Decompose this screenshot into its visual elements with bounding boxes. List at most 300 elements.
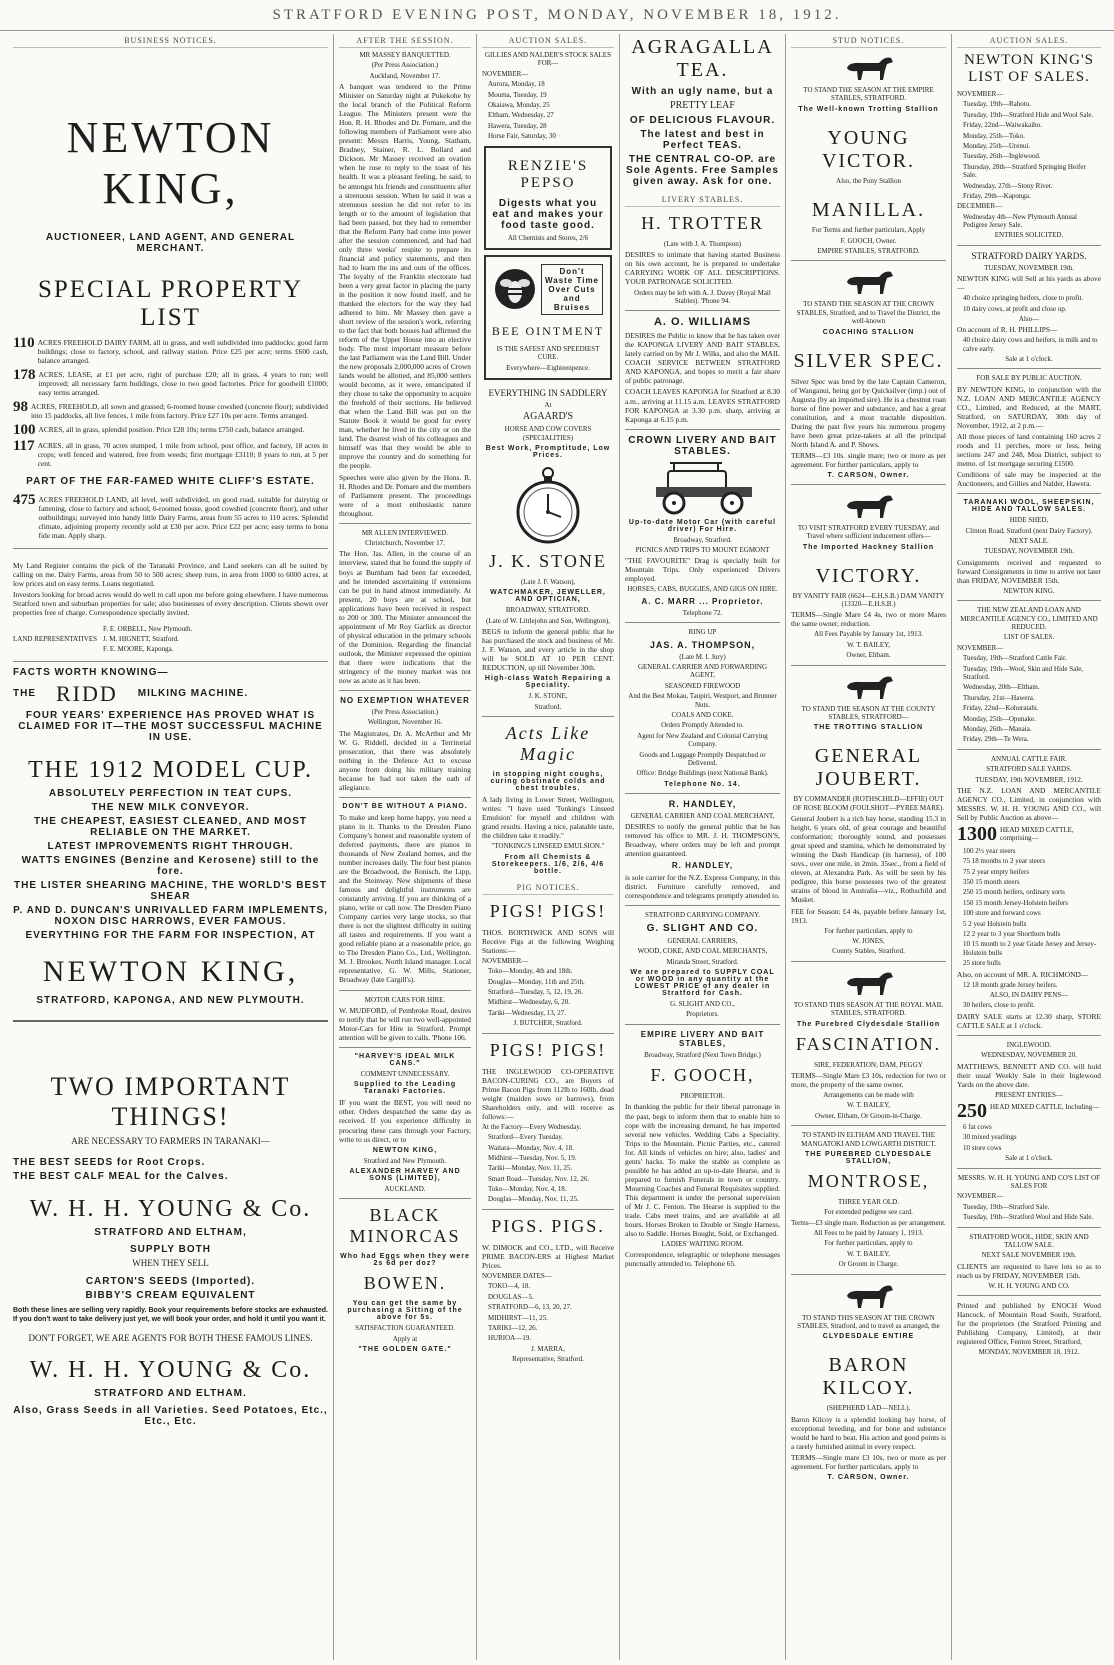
county: County Stables, Stratford.: [832, 947, 905, 956]
young2-loc: STRATFORD AND ELTHAM.: [94, 1388, 247, 1400]
fasc-terms: TERMS—Single Mare £3 10s, reduction for two or more, the property of the same owner.: [791, 1070, 946, 1089]
article-body: The Magistrates, Dr. A. McArthur and Mr W. G. Riddell, decided in a Territorial prosecution, that there was absolutely nothing in the Defence Act to excuse anyone from doing his military training because he had not taken the oath of allegiance.: [339, 728, 471, 792]
list-item: Okaiawa, Monday, 25: [488, 100, 550, 109]
motor-car: Up-to-date Motor Car (with careful driver) For Hire.: [628, 518, 777, 533]
list-item: Friday, 22nd—Waiwakaiho.: [963, 121, 1042, 130]
terms: For Terms and further particulars, Apply: [811, 226, 926, 235]
imprint-date: MONDAY, NOVEMBER 18, 1912.: [978, 1348, 1080, 1357]
list-item: Tuesday, 19th—Stratford Hide and Wool Sale.: [963, 110, 1094, 119]
list-item: Hawera, Tuesday, 28: [488, 121, 547, 130]
list-item: 150 15 month Jersey-Holstein heifers: [963, 898, 1068, 907]
butcher: J. BUTCHER, Stratford.: [513, 1019, 583, 1028]
pens: ALSO, IN DAIRY PENS—: [989, 990, 1069, 999]
gillies: GILLIES AND NALDER'S STOCK SALES FOR—: [485, 51, 611, 68]
trotter-sub: (Late with J. A. Thompson): [663, 240, 742, 248]
stand-notice: TO STAND THIS SEASON AT THE CROWN STABLES, Stratford, and to travel as arranged, the: [797, 1313, 940, 1331]
young-list-title: MESSRS. W. H. H. YOUNG AND CO'S LIST OF SALES FOR: [957, 1173, 1101, 1190]
sale-list: [482, 80, 614, 140]
black-minorcas: BLACK MINORCAS: [349, 1205, 461, 1247]
property-acres: 100: [13, 422, 36, 439]
groom: Owner, Eltham, Or Groom-in-Charge.: [815, 1111, 922, 1120]
list-item: 5 2 year Holstein bulls: [963, 919, 1027, 928]
calf: THE BEST CALF MEAL for the Calves.: [13, 1170, 229, 1182]
clydesdale: The Purebred Clydesdale Stallion: [796, 1020, 941, 1028]
sale-list: [957, 654, 1101, 744]
mont-terms: Terms—£3 single mare. Reduction as per arrangement.: [791, 1218, 946, 1227]
trotting: THE TROTTING STALLION: [813, 724, 924, 732]
machine-line: WATTS ENGINES (Benzine and Kerosene) still to the fore.: [21, 854, 320, 877]
office: Office: Bridge Buildings (next National Bank).: [636, 769, 769, 778]
supplied: Supplied to the Leading Taranaki Factories.: [353, 1081, 457, 1096]
handley: R. HANDLEY,: [668, 798, 737, 809]
list-item: Wednesday, 27th—Stony River.: [963, 181, 1053, 190]
list-item: 10 15 month to 2 year Grade Jersey and Jersey-Holstein bulls: [963, 940, 1097, 957]
next: NEXT SALE.: [1009, 537, 1049, 545]
owner: W. T. BAILEY,: [846, 1101, 891, 1110]
list-item: 25 store bulls: [963, 959, 1001, 968]
necessary: ARE NECESSARY TO FARMERS IN TARANAKI—: [71, 1135, 270, 1146]
list-item: 30 mixed yearlings: [963, 1133, 1017, 1142]
agent: F. E. ORBELL, New Plymouth.: [103, 624, 193, 633]
arrangements: Arrangements can be made with: [823, 1090, 914, 1099]
sale-time: Sale at 1 o'clock.: [1005, 355, 1053, 364]
forward: Consignments received and requested to forward Consignments in time to arrive not later than FRIDAY, NOVEMBER 15th.: [957, 557, 1101, 585]
pigs-heading: PIGS. PIGS.: [491, 1215, 605, 1236]
dateline: Wellington, November 16.: [367, 718, 443, 727]
model-cup: THE 1912 MODEL CUP.: [27, 756, 314, 783]
list-item: Tariki—Monday, Nov. 11, 25.: [488, 1164, 573, 1173]
goods: Goods and Luggage Promptly Despatched or Delivered.: [639, 750, 766, 767]
head-text: HEAD MIXED CATTLE, comprising—: [1000, 826, 1074, 843]
assoc: (Per Press Association.): [371, 61, 439, 70]
subhead: MOTOR CARS FOR HIRE.: [364, 995, 446, 1004]
silver-body: Silver Spec was bred by the late Captain Cameron, of Wanganui, being got by Quicksilver (imp.) out of Augusta (by an imported sire). He is a chestnut roan horse of fine power and substance, and has a great constitution, and a most tractable disposition. During the past five years his numerous progeny have been great prize-takers at all the principal North Island A. and P. Shows.: [791, 376, 946, 449]
gooch-body: In thanking the public for their liberal patronage in the past, begs to inform them that to enable him to cope with the increasing demand, he has imported several new vehicles. Wedding Cabs a Speciality. Trips to the Mountain. Picnic Parties, etc., catered for. All kinds of vehicles on hire; also, ladies' and gents' hacks. To make the stable as complete as possible he has added an up-to-date Hearse, and is prepared to furnish Funerals in town or country. Mourning Coaches and Funeral Requisites supplied. This department is under the personal supervision of Mr J. C. Fenton. The Hearse is supplied to the trade. Cabs meet trains, and are available at all hours. Horses Broken to Double or Single Harness, also to Saddle. Horses Bought, Sold, or Exchanged.: [625, 1102, 780, 1238]
baron-terms: TERMS—Single mare £3 10s, two or more as per agreement. For further particulars, apply to: [791, 1452, 946, 1471]
broadway: BROADWAY, STRATFORD.: [505, 606, 591, 615]
list-item: 250 15 month heifers, ordinary sorts: [963, 888, 1065, 897]
advertiser-name-2: NEWTON KING,: [42, 954, 299, 988]
column-auction-sales: [477, 34, 620, 1660]
subhead: "HARVEY'S IDEAL MILK CANS.": [354, 1053, 456, 1068]
thompson: JAS. A. THOMPSON,: [649, 639, 756, 650]
list-item: Stratford—Tuesday, 5, 12, 19, 26.: [488, 987, 584, 996]
present: PRESENT ENTRIES—: [995, 1090, 1063, 1099]
matthews: MATTHEWS, BENNETT AND CO. will hold their usual Weekly Sale in their Inglewood Yards on the above date.: [957, 1061, 1101, 1089]
subhead: DON'T BE WITHOUT A PIANO.: [342, 802, 468, 810]
property-acres: 117: [13, 438, 35, 455]
handley-body2: is sole carrier for the N.Z. Express Company, in this district. Furniture carefully removed, and correspondence and telegrams promptly attended to.: [625, 873, 780, 901]
list-item: TOKO—4, 18.: [488, 1282, 531, 1291]
column-business-notices: [8, 34, 334, 1660]
list-item: STRATFORD—6, 13, 20, 27.: [488, 1303, 572, 1312]
handley-sig: R. HANDLEY,: [671, 861, 734, 871]
land-body: All those pieces of land containing 160 acres 2 roods and 11 perches, more or less, being sections 247 and 248, Moa District, subject to memo. of 1st mortgage securing £1500.: [957, 432, 1101, 469]
machine-line: P. AND D. DUNCAN'S UNRIVALLED FARM IMPLEMENTS, NOXON DISC HARROWS, EVER FAMOUS.: [13, 904, 328, 927]
horse-icon: [841, 266, 897, 296]
property-item: [13, 368, 328, 399]
jk-body: BEGS to inform the general public that he has purchased the stock and business of Mr. J. F. Watson, and every article in the shop will be SOLD AT 10 PER CENT. REDUCTION, up till November 30th.: [482, 627, 614, 673]
bee-price: Everywhere—Eighteenpence.: [506, 363, 590, 372]
chemists: From all Chemists & Storekeepers. 1/6, 2/6, 4/6 bottle.: [491, 853, 605, 875]
section-header: STUD NOTICES.: [791, 34, 946, 48]
ridd-tail: MILKING MACHINE.: [137, 688, 249, 700]
pigs-body: THE INGLEWOOD CO-OPERATIVE BACON-CURING CO., are Buyers of Prime Bacon Pigs from 112lb to 160lb, dead weight (maiden sows or barrows), from Shareholders only, and will receive as follows:—: [482, 1066, 614, 1121]
property-desc: ACRES, all in grass, splendid position. Price £28 10s; terms £750 cash, balance arranged.: [38, 425, 305, 435]
handley-body: DESIRES to notify the general public that he has removed his office to MR. J. H. THOMPSON'S, Broadway, where orders may be left and prompt attention guaranteed.: [625, 822, 780, 859]
advertiser-role: AUCTIONEER, LAND AGENT, AND GENERAL MERCHANT.: [45, 232, 296, 254]
list-item: Friday, 29th—Te Wera.: [963, 735, 1029, 744]
article-body: To make and keep home happy, you need a piano in it. Thanks to the Dresden Piano Company's honest and reasonable system of deferred payments, there are pianos in thousands of New Zealand homes, and the number increases daily. The four best pianos are the Broadwood, the Ronisch, the Lipp, and the Steinway. New shipments of these famous and delightful instruments are constantly arriving. If you are thinking of a piano, write or call now. The Dresden Piano Company carries very large stocks, so that there is not the slightest difficulty in suiting all tastes and requirements. If you want a good reliable piano at a reasonable price, go to The Dresden Piano Co., Ltd., Wellington. M. J. Brookes, North Island manager. Local representative, G. W. Mills, Stationer, Broadway (late Cargill's).: [339, 812, 471, 985]
nk-title: NEWTON KING'S LIST OF SALES.: [964, 52, 1094, 85]
when: WHEN THEY SELL: [132, 1257, 209, 1268]
dont-waste: Don't Waste Time Over Cuts and Bruises: [541, 264, 603, 315]
head-count: 250: [957, 1100, 987, 1123]
jk-sub: (Late J. F. Watson),: [520, 578, 576, 587]
proprietors: Proprietors.: [686, 1010, 719, 1019]
date: TUESDAY, NOVEMBER 19th.: [984, 263, 1074, 272]
list-item: 6 fat cows: [963, 1123, 992, 1132]
young-name-2: W. H. H. YOUNG & Co.: [29, 1357, 312, 1384]
pigs-body: THOS. BORTHWICK AND SONS will Receive Pigs at the following Weighing Stations:—: [482, 927, 614, 955]
list-item: Horse Fair, Saturday, 30: [488, 132, 556, 141]
dateline: Christchurch, November 17.: [365, 539, 445, 548]
bowen: BOWEN.: [363, 1273, 447, 1294]
jk-town: Stratford.: [534, 702, 562, 711]
list-item: 75 2 year empty heifers: [963, 867, 1030, 876]
nov-label: NOVEMBER—: [482, 956, 529, 965]
property-item: [13, 423, 328, 438]
towns: STRATFORD, KAPONGA, AND NEW PLYMOUTH.: [36, 994, 305, 1006]
head-text: HEAD MIXED CATTLE, Including—: [990, 1103, 1100, 1112]
corr: Correspondence, telegraphic or telephone messages punctually attended to. Telephone 65.: [625, 1250, 780, 1269]
owner: W. JONES,: [852, 936, 885, 945]
sale-list: [957, 100, 1101, 200]
list-item: 10 store cows: [963, 1143, 1002, 1152]
bee-small: IS THE SAFEST AND SPEEDIEST CURE.: [496, 344, 600, 362]
agents-list: [103, 623, 192, 656]
pigs-list: [482, 1282, 614, 1342]
satisfaction: SATISFACTION GUARANTEED.: [355, 1324, 455, 1333]
marr: A. C. MARR ... Proprietor.: [641, 596, 764, 606]
best-work: Best Work, Promptitude, Low Prices.: [485, 445, 611, 460]
further: For further particulars, apply to: [824, 926, 913, 935]
list-item: Douglas—Monday, 11th and 25th.: [488, 977, 585, 986]
list-item: 10 dairy cows, at profit and close up.: [963, 304, 1067, 313]
sire: SIRE, FEDERATION; DAM, PEGGY: [814, 1060, 923, 1069]
watch-repair: High-class Watch Repairing a Speciality.: [484, 675, 612, 690]
property-desc: ACRES FREEHOLD DAIRY FARM, all in grass, and well subdivided into paddocks; good farm buildings; close to factory, school, and railway station. Price £25 per acre; terms £600 cash, balance arranged.: [37, 338, 328, 366]
prepared: We are prepared to SUPPLY COAL or WOOD in any quantity at the LOWEST PRICE of any dealer in Stratford for Cash.: [630, 968, 775, 997]
general: GENERAL CARRIER AND FORWARDING AGENT,: [637, 663, 768, 680]
ridd-the: THE: [13, 688, 36, 700]
trotter: H. TROTTER: [641, 213, 764, 233]
stand-notice: TO STAND THIS SEASON AT THE ROYAL MAIL STABLES, STRATFORD.: [793, 1000, 944, 1018]
column-news: [334, 34, 477, 1660]
handley-sub: GENERAL CARRIER AND COAL MERCHANT,: [630, 811, 775, 820]
nov-label: NOVEMBER DATES—: [482, 1271, 552, 1280]
trotter-body: DESIRES to intimate that having started Business on his own account, he is prepared to undertake CARRYING WORK OF ALL DESCRIPTIONS. YOUR PATRONAGE SOLICITED.: [625, 250, 780, 287]
joubert-body: General Joubert is a rich bay horse, standing 15.3 in height, 6 years old, of great courage and beautiful conformation; thoroughly sound, and possesses great speed and stamina, which he demonstrated by winning the Dash Handicap (in harness), of 100 sovs., over one mile, in 2min. 35sec., from a field of eleven, at Alexandra Park. As will be seen by his pedigree, this horse possesses two of the greatest strains of blood in Australia—viz., Rothschild and Musket.: [791, 814, 946, 905]
extended: For extended pedigree see card.: [824, 1208, 913, 1217]
victory: VICTORY.: [815, 564, 922, 587]
jk-stone: J. K. STONE: [489, 551, 607, 572]
rep: Representative, Stratford.: [512, 1355, 584, 1364]
dairy-sale: DAIRY SALE starts at 12.30 sharp, STORE CATTLE SALE at 1 o'clock.: [957, 1011, 1101, 1030]
article-body: W. MUDFORD, of Pembroke Road, desires to notify that he will run two well-appointed Motor-Cars for Hire in Stratford. Prompt attention will be given to calls. 'Phone 106.: [339, 1005, 471, 1042]
linseed: A lady living in Lower Street, Wellington, writes: "I have used 'Tonking's Linseed Emulsion' for myself and children with grand results. Having a nice, palatable taste, the children take it readily.": [482, 795, 614, 841]
fascination: FASCINATION.: [795, 1033, 942, 1054]
subhead: NO EXEMPTION WHATEVER: [340, 695, 470, 705]
list-item: Tariki—Wednesday, 13, 27.: [488, 1008, 567, 1017]
acts-sub: in stopping night coughs, curing obstinate colds and chest troubles.: [490, 771, 606, 793]
conditions: Conditions of sale may be inspected at the Auctioneers, and Gillies and Nalder, Hawera.: [957, 470, 1101, 489]
list-item: Friday, 29th—Kaponga.: [963, 191, 1031, 200]
list-item: Monday, 25th—Urenui.: [963, 141, 1031, 150]
young-victor: YOUNG VICTOR.: [821, 126, 916, 172]
known: The Well-known Trotting Stallion: [798, 105, 939, 113]
pretty: PRETTY LEAF: [670, 100, 735, 111]
agragalla: AGRAGALLA TEA.: [631, 36, 774, 81]
stand-notice: TO STAND IN ELTHAM AND TRAVEL THE MANGATOKI AND LOWGARTH DISTRICT.: [801, 1131, 936, 1148]
cattle-heading: [957, 824, 1101, 845]
nk: NEWTON KING,: [372, 1146, 438, 1154]
property-item: [13, 493, 328, 542]
renzie-title: RENZIE'S PEPSO: [507, 157, 589, 191]
fees: All Fees Payable by January 1st, 1913.: [814, 630, 923, 639]
favourite: "THE FAVOURITE" Drag is specially built for Mountain Trips. Only experienced Drivers employed.: [625, 556, 780, 584]
horse-icon: [841, 1280, 897, 1310]
list-item: DOUGLAS—5.: [488, 1292, 534, 1301]
watchmaker: WATCHMAKER, JEWELLER, AND OPTICIAN,: [490, 589, 606, 604]
pigs-heading: PIGS! PIGS!: [489, 1039, 607, 1060]
column-livery: [620, 34, 786, 1660]
both: Both these lines are selling very rapidly. Book your requirements before stocks are exhausted. If you don't want to take delivery just yet, we will book your order, and hold it until you want it.: [13, 1307, 328, 1323]
property-acres: 178: [13, 367, 36, 384]
list-item: Smart Road—Tuesday, Nov. 12, 26.: [488, 1174, 590, 1183]
list-item: 75 18 months to 2 year steers: [963, 857, 1046, 866]
list-item: Toko—Monday, 4th and 18th.: [488, 967, 573, 976]
slight2: G. SLIGHT AND CO.,: [670, 999, 735, 1008]
stand-notice: TO VISIT STRATFORD EVERY TUESDAY, and Travel where sufficient inducement offers—: [797, 523, 940, 541]
ridd-row: [13, 681, 328, 707]
property-desc: ACRES, FREEHOLD, all sown and grassed; 6-roomed house cowshed (concrete floor); subdivided into 15 paddocks, all live fences, 1 mile from factory. Price £27 10s per acre. Terms arranged.: [31, 402, 328, 421]
hide: HIDE SHED,: [1009, 516, 1049, 525]
inglewood: INGLEWOOD.: [1006, 1040, 1052, 1049]
bee-ad: [484, 255, 612, 380]
broadway: Broadway, Stratford.: [673, 535, 732, 544]
date: TUESDAY, NOVEMBER 19th.: [984, 547, 1074, 556]
list-sales: LIST OF SALES.: [1003, 633, 1055, 642]
list-item: 100 store and forward cows: [963, 909, 1041, 918]
thompson-sub: (Late M. I. Jury): [679, 652, 726, 661]
list-item: 40 choice dairy cows and heifers, in milk and to calve early.: [963, 336, 1098, 353]
acts-like-magic: Acts Like Magic: [505, 723, 591, 765]
wood: WOOD, COKE, AND COAL MERCHANTS,: [637, 947, 768, 956]
promptly: Orders Promptly Attended to.: [661, 721, 744, 730]
phillips-list: [957, 336, 1101, 353]
pigs-heading: PIGS! PIGS!: [489, 900, 607, 921]
list-item: MIDHIRST—11, 25.: [488, 1313, 548, 1322]
jk-late: (Late of W. Littlejohn and Son, Wellington),: [486, 616, 610, 625]
latest: The latest and best in Perfect TEAS.: [640, 129, 765, 151]
machine-line: ABSOLUTELY PERFECTION IN TEAT CUPS.: [48, 787, 293, 799]
ridd-title: RIDD: [56, 680, 118, 706]
seeds: THE BEST SEEDS for Root Crops.: [13, 1156, 206, 1168]
silver-spec: SILVER SPEC.: [793, 349, 944, 372]
bibby: BIBBY'S CREAM EQUIVALENT: [85, 1290, 256, 1302]
list-item: Douglas—Monday, Nov. 11, 25.: [488, 1195, 579, 1204]
nk-loc: Stratford and New Plymouth.: [363, 1156, 447, 1165]
victory-terms: TERMS—Single Mare £4 4s, two or more Mares the same owner, reduction.: [791, 610, 946, 629]
assoc: (Per Press Association.): [371, 707, 439, 716]
agent: J. M. HIGNETT, Stratford.: [103, 635, 179, 644]
date: TUESDAY, 19th NOVEMBER, 1912.: [975, 775, 1083, 784]
baron-kilcoy: BARON KILCOY.: [822, 1354, 915, 1400]
list-item: Midhirst—Wednesday, 6, 20.: [488, 998, 571, 1007]
property-item: [13, 439, 328, 470]
silver-terms: TERMS—£3 10s. single mare; two or more as per agreement. For further particulars, apply to: [791, 450, 946, 469]
article-body: IF you want the BEST, you will need no other. Orders despatched the same day as received. If you experience difficulty in procuring these cans through your Factory, write to us direct, or to: [339, 1098, 471, 1144]
broadway2: Broadway, Stratford (Next Town Bridge.): [644, 1050, 761, 1059]
motor-car-icon: [648, 461, 758, 515]
entries: ENTRIES SOLICITED.: [994, 231, 1064, 240]
machine-line: LATEST IMPROVEMENTS RIGHT THROUGH.: [47, 840, 294, 852]
property-list-title: SPECIAL PROPERTY LIST: [37, 276, 304, 331]
owner: W. T. BAILEY,: [846, 640, 891, 649]
advertiser-name: NEWTON KING,: [66, 113, 275, 213]
section-header: LIVERY STABLES.: [625, 193, 780, 207]
jk-sig: J. K. STONE,: [528, 692, 568, 701]
agaard: AGAARD'S: [522, 411, 574, 423]
clients: CLIENTS are requested to have lots so as to reach us by FRIDAY, NOVEMBER 15th.: [957, 1261, 1101, 1280]
nzloan: THE NEW ZEALAND LOAN AND MERCANTILE AGENCY CO., LIMITED AND REDUCED.: [960, 606, 1098, 632]
masthead: STRATFORD EVENING POST, MONDAY, NOVEMBER 18, 1912.: [0, 0, 1114, 31]
section-header: AFTER THE SESSION.: [339, 34, 471, 48]
three: THREE YEAR OLD.: [838, 1197, 899, 1206]
mont-fees: All Fees to be paid by January 1, 1913.: [813, 1229, 924, 1238]
dec-label: DECEMBER—: [957, 202, 1003, 211]
coaching: COACHING STALLION: [822, 328, 915, 336]
hide-sale: STRATFORD WOOL, HIDE, SKIN AND TALLOW SALE.: [969, 1232, 1089, 1249]
list-item: Aurora, Monday, 18: [488, 80, 545, 89]
section-header: AUCTION SALES.: [482, 34, 614, 48]
list-item: 100 2½ year steers: [963, 846, 1016, 855]
section-header: PIG NOTICES.: [482, 881, 614, 895]
of-delicious: OF DELICIOUS FLAVOUR.: [629, 115, 776, 126]
entries-heading: [957, 1101, 1101, 1121]
nov-label: NOVEMBER—: [957, 1192, 1004, 1201]
section-header: BUSINESS NOTICES.: [13, 34, 328, 48]
list-item: Toko—Monday, Nov. 4, 18.: [488, 1185, 567, 1194]
list-item: Wednesday, 20th—Eltham.: [963, 683, 1040, 692]
list-item: Tuesday, 19th—Stratford Cattle Fair.: [963, 654, 1067, 663]
imprint: Printed and published by ENOCH Wood Hancock, of Mountain Road South, Stratford, for the proprietors (the Stratford Printing and Publishing Company, Limited), at their registered Office, Fenton Street, Stratford,: [957, 1301, 1101, 1347]
list-item: Eltham, Wednesday, 27: [488, 111, 554, 120]
renzie-ad: [484, 146, 612, 250]
property-list: [13, 336, 328, 470]
tel72: Telephone 72.: [682, 608, 723, 617]
coals: COALS AND COKE.: [671, 711, 734, 719]
dairy-yards: STRATFORD DAIRY YARDS.: [971, 250, 1087, 261]
phillips: On account of R. H. PHILLIPS—: [957, 325, 1058, 335]
renzie-body: Digests what you eat and makes your food taste good.: [492, 197, 604, 231]
owner: F. GOOCH, Owner.: [840, 236, 897, 245]
also: Also—: [1018, 314, 1040, 323]
owner-loc: Owner, Eltham.: [846, 651, 891, 660]
mokau: And the Best Mokau, Taupiri, Westport, and Brunner Nuts.: [628, 692, 777, 709]
date: WEDNESDAY, NOVEMBER 20.: [980, 1051, 1078, 1060]
horse-covers: HORSE AND COW COVERS (SPECIALITIES): [504, 425, 592, 442]
pony: Also, the Pony Stallion: [836, 176, 901, 185]
annual: ANNUAL CATTLE FAIR.: [990, 754, 1068, 763]
horse-icon: [841, 52, 897, 82]
young-sig: W. H. H. YOUNG AND CO.: [988, 1281, 1070, 1290]
bee-title: BEE OINTMENT: [491, 323, 605, 338]
list-item: 12 2 year to 3 year Shorthorn bulls: [963, 929, 1061, 938]
next-sale: NEXT SALE NOVEMBER 19th.: [981, 1251, 1077, 1260]
baron-body: Baron Kilcoy is a splendid looking bay horse, of exceptional breeding, and for bone and substance would be hard to beat. His action and good points is a rarely furnished animal in every respect.: [791, 1414, 946, 1451]
pocket-watch-icon: [513, 465, 583, 545]
nov-label: NOVEMBER—: [957, 90, 1004, 98]
investors: Investors looking for broad acres would do well to call upon me before going elsewhere. I have numerous Stratford town and suburban properties for sale; also businesses of every description. Clients shown over properties free of charge. Correspondence specially invited.: [13, 589, 328, 617]
agent: F. E. MOORE, Kaponga.: [103, 645, 174, 654]
list-item: Tuesday, 19th—Stratford Sale.: [963, 1202, 1050, 1211]
general-joubert: GENERAL JOUBERT.: [814, 745, 923, 791]
public: FOR SALE BY PUBLIC AUCTION.: [976, 374, 1082, 383]
land-reps: [13, 623, 328, 656]
owner: T. CARSON, Owner.: [827, 1474, 910, 1482]
four-years: FOUR YEARS' EXPERIENCE HAS PROVED WHAT IS CLAIMED FOR IT—THE MOST SUCCESSFUL MACHINE IN USE.: [18, 709, 323, 743]
williams: A. O. WILLIAMS: [653, 316, 752, 329]
list-item: 12 18 month grade Jersey heifers.: [963, 980, 1058, 989]
cattle-list: [957, 847, 1101, 968]
fee: FEE for Season: £4 4s, payable before January 1st, 1913.: [791, 906, 946, 925]
list-item: Wednesday 4th—New Plymouth Annual Pedigree Jersey Sale.: [963, 212, 1077, 230]
list-item: Thursday, 21st—Hawera.: [963, 693, 1035, 702]
public-body: BY NEWTON KING, in conjunction with the N.Z. LOAN AND MERCANTILE AGENCY CO., Limited, and Reduced, at the MART, Stratford, on SATURDAY, 30th day of November, 1912, at 2 p.m.—: [957, 384, 1101, 430]
list-item: Thursday, 28th—Stratford Springing Heifer Sale.: [963, 162, 1086, 180]
owner: W. T. BAILEY,: [846, 1249, 891, 1258]
entire: CLYDESDALE ENTIRE: [822, 1333, 915, 1341]
hackney: The Imported Hackney Stallion: [802, 543, 935, 551]
list-item: Friday, 22nd—Kohuratahi.: [963, 704, 1039, 713]
saddlery: EVERYTHING IN SADDLERY: [488, 388, 608, 399]
nk-sig: NEWTON KING.: [1003, 586, 1055, 595]
list-item: 30 heifers, close to profit.: [963, 1001, 1035, 1010]
stand-notice: TO STAND THE SEASON AT THE COUNTY STABLES, STRATFORD—: [801, 704, 936, 722]
stables: EMPIRE STABLES, STRATFORD.: [817, 246, 920, 255]
subhead: MR MASSEY BANQUETTED.: [359, 51, 451, 59]
pigs-list: [482, 1133, 614, 1204]
property-desc: ACRES, all in grass, 70 acres stumped, 1 mile from school, post office, and factory, 18 acres in crops; well fenced and watered, free from weeds; first mortgage £3110; 8 years to run, at 5 per cent.: [37, 441, 328, 469]
owner: T. CARSON, Owner.: [827, 471, 910, 479]
miranda: Miranda Street, Stratford.: [666, 957, 739, 966]
column-stud-notices: [786, 34, 952, 1660]
seasoned: SEASONED FIREWOOD: [664, 681, 741, 690]
crown: CROWN LIVERY AND BAIT STABLES.: [628, 434, 777, 457]
bowen-body: You can get the same by purchasing a Sitting of the above for 5s.: [347, 1300, 463, 1322]
land-register: My Land Register contains the pick of the Taranaki Province, and Land seekers can all be suited by calling on me. Dairy Farms, areas from 50 to 500 acres; sheep runs, in area from 1000 to 6000 acres, at low prices and on easy terms. Loans negotiated.: [13, 560, 328, 588]
horse-icon: [841, 671, 897, 701]
groom: Or Groom in Charge.: [838, 1260, 899, 1269]
carrying: STRATFORD CARRYING COMPANY.: [645, 911, 760, 920]
ugly: With an ugly name, but a: [631, 86, 774, 97]
subhead: MR ALLEN INTERVIEWED.: [361, 528, 449, 537]
ladies: LADIES' WAITING ROOM.: [661, 1239, 744, 1248]
comment: COMMENT UNNECESSARY.: [360, 1070, 450, 1079]
general2: GENERAL CARRIERS,: [667, 936, 738, 945]
